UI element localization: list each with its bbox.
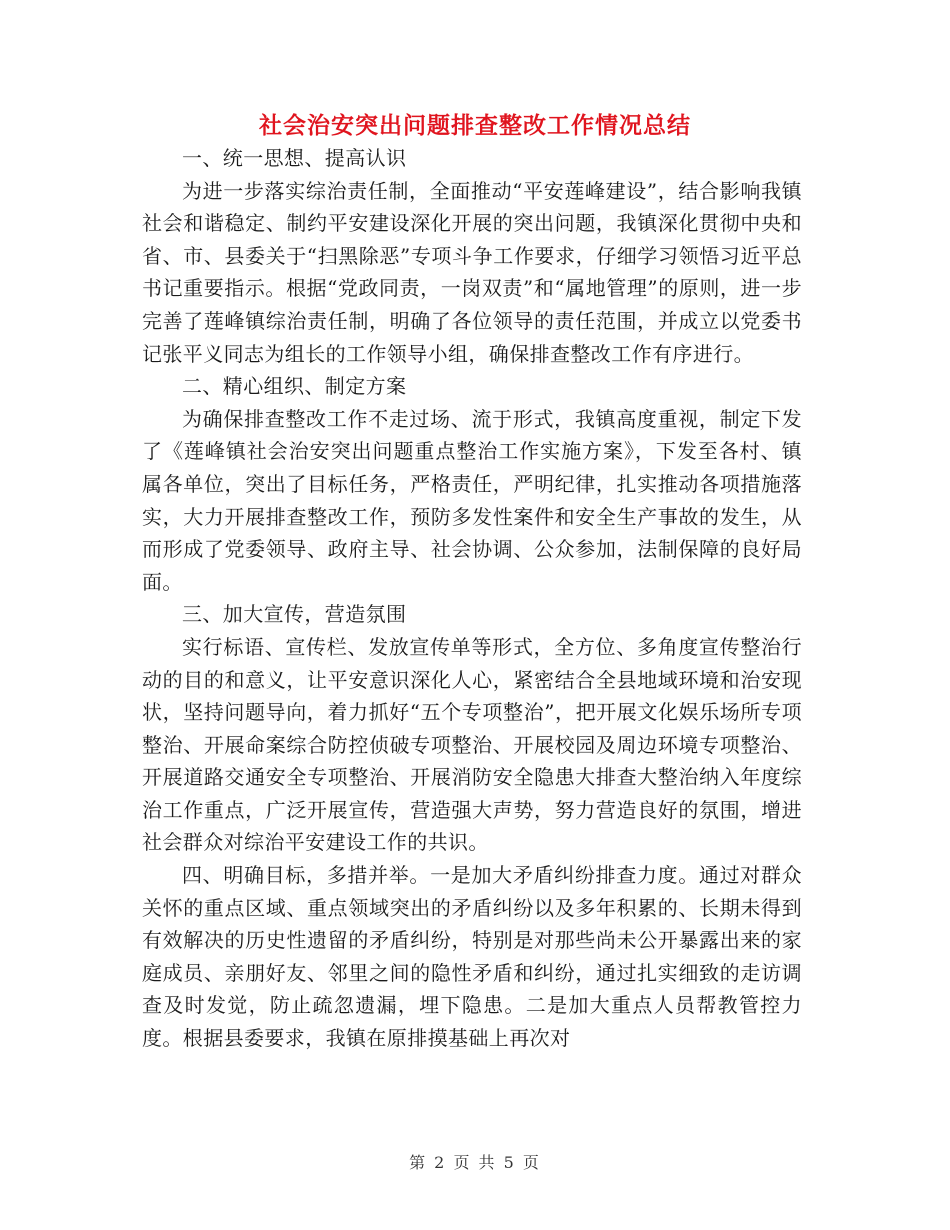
section-heading-1: 一、统一思想、提高认识 bbox=[182, 146, 407, 170]
section-heading-2: 二、精心组织、制定方案 bbox=[182, 374, 407, 399]
document-title: 社会治安突出问题排查整改工作情况总结 bbox=[259, 112, 691, 139]
page-number: 第 2 页 共 5 页 bbox=[409, 1153, 541, 1172]
paragraph-4: 四、明确目标，多措并举。一是加大矛盾纠纷排查力度。通过对群众关怀的重点区域、重点领域突出的矛盾纠纷以及多年积累的、长期未得到有效解决的历史性遗留的矛盾纠纷，特别是对那些尚未公开暴露出来的家庭成员、亲朋好友、邻里之间的隐性矛盾和纠纷，通过扎实细致的走访调查及时发觉，防止疏忽遗漏，埋下隐患。二是加大重点人员帮教管控力度。根据县委要求，我镇在原排摸基础上再次对 bbox=[142, 863, 802, 1051]
paragraph-2: 为确保排查整改工作不走过场、流于形式，我镇高度重视，制定下发了《莲峰镇社会治安突出问题重点整治工作实施方案》，下发至各村、镇属各单位，突出了目标任务，严格责任，严明纪律，扎实推动各项措施落实，大力开展排查整改工作，预防多发性案件和安全生产事故的发生，从而形成了党委领导、政府主导、社会协调、公众参加，法制保障的良好局面。 bbox=[142, 406, 802, 594]
paragraph-1: 为进一步落实综治责任制，全面推动“平安莲峰建设”，结合影响我镇社会和谐稳定、制约平安建设深化开展的突出问题，我镇深化贯彻中央和省、市、县委关于“扫黑除恶”专项斗争工作要求，仔细学习领悟习近平总书记重要指示。根据“党政同责，一岗双责”和“属地管理”的原则，进一步完善了莲峰镇综治责任制，明确了各位领导的责任范围，并成立以党委书记张平义同志为组长的工作领导小组，确保排查整改工作有序进行。 bbox=[142, 178, 802, 366]
paragraph-3: 实行标语、宣传栏、发放宣传单等形式，全方位、多角度宣传整治行动的目的和意义，让平安意识深化人心，紧密结合全县地域环境和治安现状，坚持问题导向，着力抓好“五个专项整治”，把开展文化娱乐场所专项整治、开展命案综合防控侦破专项整治、开展校园及周边环境专项整治、开展道路交通安全专项整治、开展消防安全隐患大排查大整治纳入年度综治工作重点，广泛开展宣传，营造强大声势，努力营造良好的氛围，增进社会群众对综治平安建设工作的共识。 bbox=[142, 634, 802, 855]
section-heading-3: 三、加大宣传，营造氛围 bbox=[182, 602, 407, 627]
document-body bbox=[142, 142, 802, 1055]
